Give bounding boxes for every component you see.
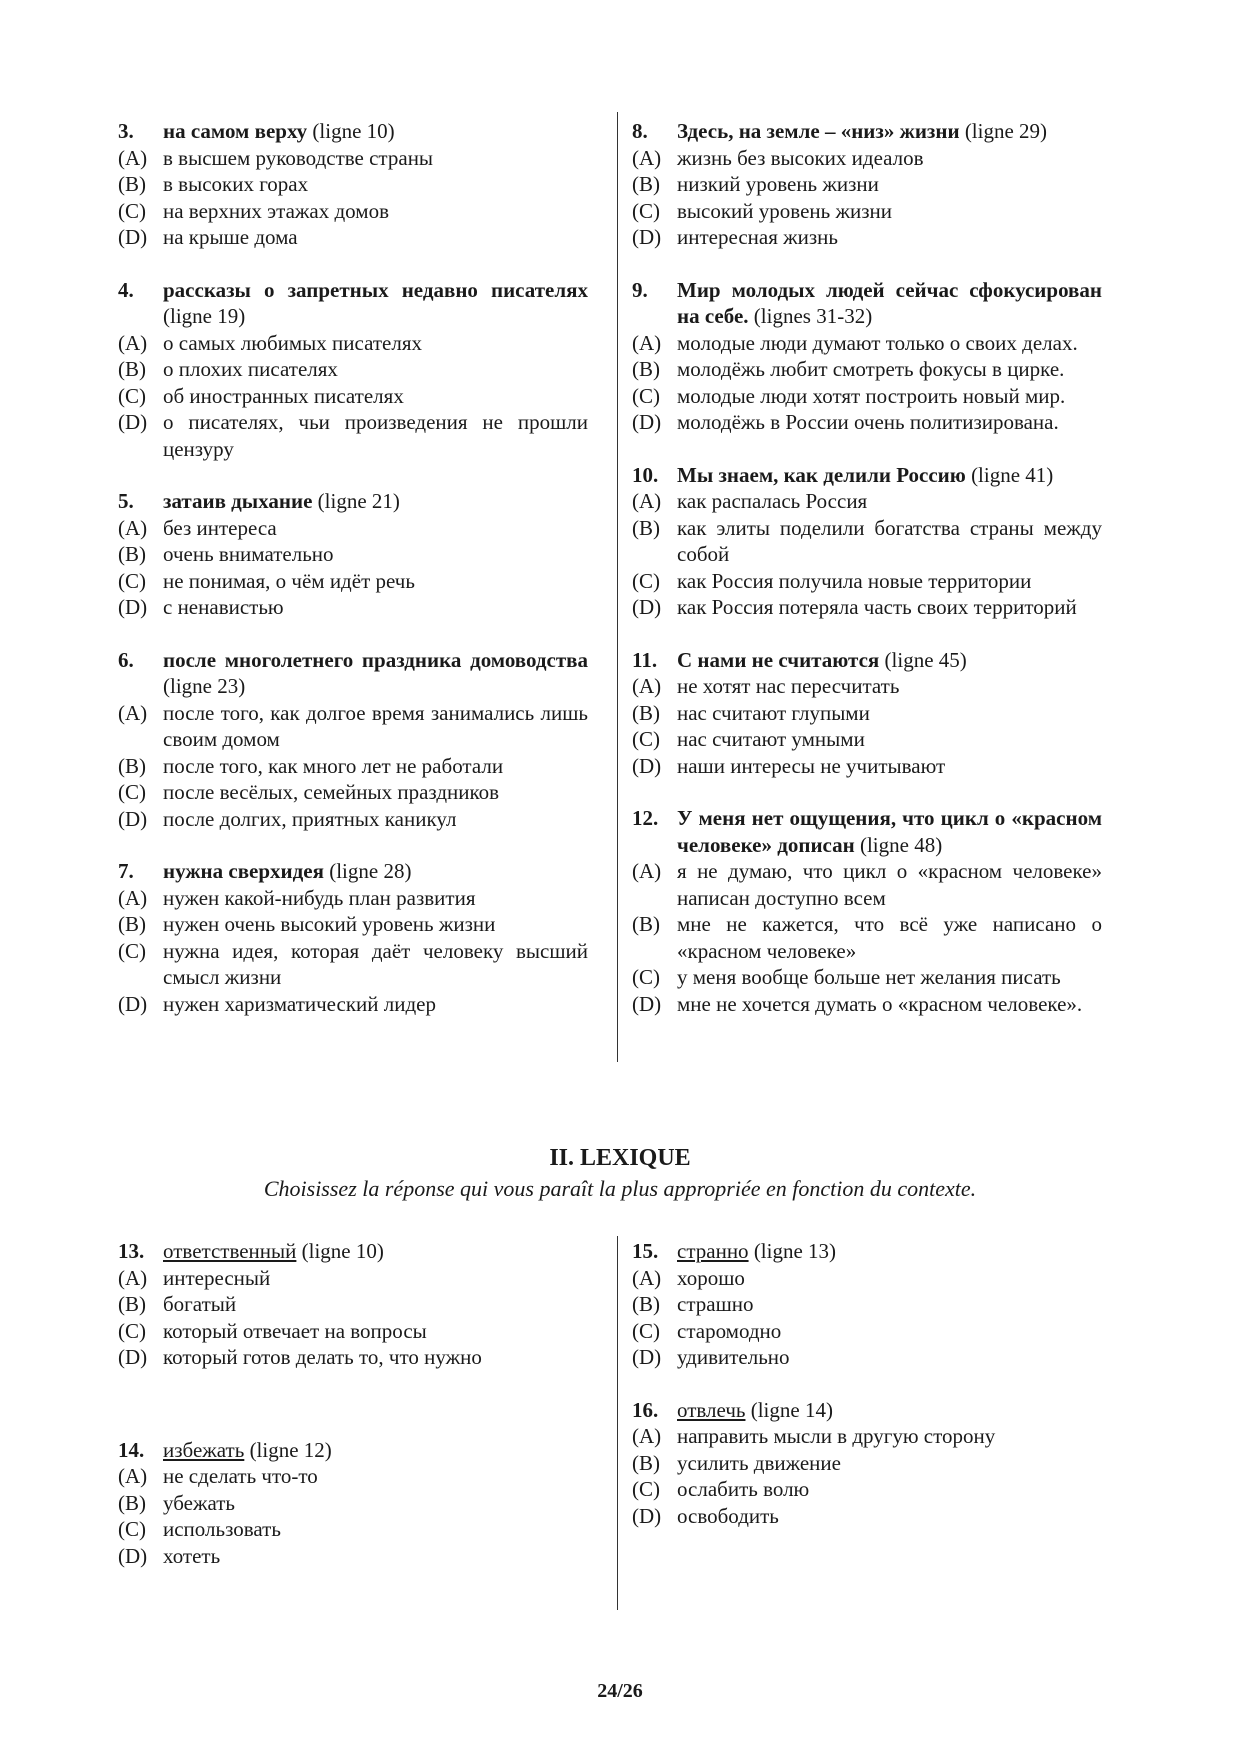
part1-left-column xyxy=(118,118,588,1017)
answer-letter: (A) xyxy=(118,515,148,540)
spacer xyxy=(118,462,588,488)
answer-letter: (C) xyxy=(632,727,660,751)
answer-letter: (D) xyxy=(632,225,662,249)
question-block xyxy=(632,1238,1102,1371)
column-divider-bottom xyxy=(617,1236,618,1610)
answer-letter: (B) xyxy=(632,357,660,381)
answer-option xyxy=(632,594,1102,621)
answer-text: жизнь без высоких идеалов xyxy=(677,145,924,170)
answer-letter: (D) xyxy=(632,410,662,434)
answer-letter: (C) xyxy=(118,383,146,408)
answer-text: после того, как много лет не работали xyxy=(163,753,504,778)
answer-text: нужна идея, которая даёт человеку высший смысл жизни xyxy=(163,938,588,989)
question-phrase: Здесь, на земле – «низ» жизни xyxy=(677,119,960,143)
answer-option xyxy=(118,198,588,225)
answer-letter: (B) xyxy=(118,542,146,566)
answer-option xyxy=(118,568,588,595)
question-number: 8. xyxy=(632,119,648,143)
answer-option xyxy=(118,1490,588,1517)
answer-letter: (A) xyxy=(632,859,662,883)
answer-text: после долгих, приятных каникул xyxy=(163,806,457,831)
answer-text: о самых любимых писателях xyxy=(163,330,423,355)
answer-option xyxy=(632,1423,1102,1450)
answer-option xyxy=(632,1476,1102,1503)
answer-option xyxy=(632,198,1102,225)
question-stem xyxy=(632,277,1102,330)
answer-letter: (B) xyxy=(632,912,660,936)
answer-option xyxy=(118,515,588,542)
answer-option xyxy=(118,224,588,251)
answer-letter: (B) xyxy=(632,1292,660,1316)
answer-text: об иностранных писателях xyxy=(163,383,404,408)
question-stem xyxy=(118,277,588,330)
question-block xyxy=(632,805,1102,1017)
question-number: 11. xyxy=(632,647,658,672)
question-stem xyxy=(632,118,1102,145)
question-block xyxy=(632,118,1102,251)
answer-letter: (B) xyxy=(632,172,660,196)
answer-option xyxy=(118,700,588,753)
answer-text: который готов делать то, что нужно xyxy=(163,1345,482,1369)
answer-letter: (B) xyxy=(118,1292,146,1316)
answer-text: нас считают глупыми xyxy=(677,700,870,725)
answer-text: мне не хочется думать о «красном человеке». xyxy=(677,991,1083,1016)
answer-letter: (D) xyxy=(118,991,148,1016)
answer-letter: (C) xyxy=(632,1318,660,1343)
part2-right-column xyxy=(632,1238,1102,1529)
question-number: 12. xyxy=(632,806,659,830)
question-block xyxy=(632,462,1102,621)
question-number: 9. xyxy=(632,277,648,302)
answer-letter: (A) xyxy=(118,885,148,910)
answer-option xyxy=(632,1344,1102,1371)
answer-letter: (D) xyxy=(118,225,148,249)
question-stem xyxy=(632,462,1102,489)
answer-text: с ненавистью xyxy=(163,595,284,619)
question-stem xyxy=(118,858,588,885)
answer-option xyxy=(118,383,588,410)
question-stem xyxy=(632,1238,1102,1265)
answer-text: очень внимательно xyxy=(163,542,334,566)
answer-letter: (A) xyxy=(632,1424,662,1448)
question-number: 4. xyxy=(118,277,134,302)
answer-text: не сделать что-то xyxy=(163,1464,318,1488)
line-reference: (ligne 10) xyxy=(301,1239,384,1263)
question-block xyxy=(118,1238,588,1371)
spacer xyxy=(118,251,588,277)
question-block xyxy=(118,1437,588,1570)
answer-text: без интереса xyxy=(163,515,277,540)
line-reference: (ligne 13) xyxy=(753,1239,837,1263)
answer-text: использовать xyxy=(163,1517,281,1541)
spacer xyxy=(118,1371,588,1437)
column-divider-top xyxy=(617,112,618,1062)
answer-option xyxy=(632,356,1102,383)
answer-text: как элиты поделили богатства страны между собой xyxy=(677,515,1102,566)
answer-text: низкий уровень жизни xyxy=(677,172,879,196)
answer-letter: (C) xyxy=(118,938,146,963)
answer-letter: (B) xyxy=(118,1490,146,1515)
answer-letter: (B) xyxy=(632,700,660,725)
line-reference: (ligne 19) xyxy=(163,304,246,328)
answer-text: на крыше дома xyxy=(163,225,298,249)
answer-text: который отвечает на вопросы xyxy=(163,1318,427,1343)
answer-text: высокий уровень жизни xyxy=(677,198,892,223)
answer-text: ослабить волю xyxy=(677,1477,810,1501)
answer-text: страшно xyxy=(677,1292,754,1316)
answer-letter: (A) xyxy=(632,145,662,170)
answer-option xyxy=(118,1543,588,1570)
question-number: 7. xyxy=(118,859,134,883)
spacer xyxy=(118,621,588,647)
question-block xyxy=(632,277,1102,436)
answer-option xyxy=(118,171,588,198)
answer-text: в высшем руководстве страны xyxy=(163,145,434,170)
answer-option xyxy=(632,911,1102,964)
answer-letter: (A) xyxy=(632,1265,662,1290)
question-stem xyxy=(632,805,1102,858)
question-stem xyxy=(118,118,588,145)
answer-option xyxy=(632,224,1102,251)
answer-text: хорошо xyxy=(677,1265,745,1290)
line-reference: (ligne 23) xyxy=(163,674,246,698)
answer-text: как распалась Россия xyxy=(677,489,868,513)
answer-text: я не думаю, что цикл о «красном человеке» написан доступно всем xyxy=(677,859,1102,910)
question-stem xyxy=(118,1437,588,1464)
answer-letter: (C) xyxy=(118,1318,146,1343)
answer-text: как Россия потеряла часть своих территорий xyxy=(677,595,1077,619)
question-phrase: Мы знаем, как делили Россию xyxy=(677,462,966,487)
answer-letter: (B) xyxy=(632,515,660,540)
question-number: 6. xyxy=(118,647,134,672)
answer-letter: (C) xyxy=(632,1477,660,1501)
answer-letter: (A) xyxy=(118,145,148,170)
answer-text: молодёжь в России очень политизирована. xyxy=(677,410,1059,434)
answer-letter: (B) xyxy=(118,753,146,778)
answer-option xyxy=(632,673,1102,700)
question-phrase: после многолетнего праздника домоводства xyxy=(163,647,588,672)
part1-right-column xyxy=(632,118,1102,1017)
answer-option xyxy=(118,594,588,621)
answer-option xyxy=(632,383,1102,410)
question-stem xyxy=(118,1238,588,1265)
page-number: 24/26 xyxy=(597,1680,643,1702)
answer-text: нужен какой-нибудь план развития xyxy=(163,885,476,910)
answer-text: направить мысли в другую сторону xyxy=(677,1424,996,1448)
spacer xyxy=(632,1371,1102,1397)
answer-option xyxy=(118,911,588,938)
question-stem xyxy=(118,647,588,700)
answer-letter: (C) xyxy=(118,198,146,223)
answer-option xyxy=(632,753,1102,780)
answer-text: молодые люди думают только о своих делах. xyxy=(677,330,1078,355)
question-word: ответственный xyxy=(163,1239,297,1263)
answer-option xyxy=(118,1318,588,1345)
answer-text: нужен очень высокий уровень жизни xyxy=(163,912,496,936)
line-reference: (ligne 21) xyxy=(317,489,400,513)
answer-letter: (C) xyxy=(118,568,146,593)
answer-text: не понимая, о чём идёт речь xyxy=(163,568,415,593)
answer-option xyxy=(118,991,588,1018)
answer-option xyxy=(118,356,588,383)
answer-option xyxy=(632,1503,1102,1530)
answer-letter: (A) xyxy=(632,489,662,513)
section-instructions: Choisissez la réponse qui vous paraît la plus appropriée en fonction du contexte. xyxy=(263,1176,977,1201)
spacer xyxy=(632,436,1102,462)
question-phrase: Мир молодых людей сейчас сфокусирован на себе. xyxy=(677,277,1102,328)
answer-letter: (D) xyxy=(632,1503,662,1528)
answer-letter: (D) xyxy=(632,991,662,1016)
question-number: 10. xyxy=(632,462,659,487)
answer-text: как Россия получила новые территории xyxy=(677,568,1032,593)
answer-text: старомодно xyxy=(677,1318,782,1343)
answer-option xyxy=(118,1344,588,1371)
answer-letter: (B) xyxy=(118,357,146,381)
answer-text: удивительно xyxy=(677,1345,790,1369)
answer-text: молодёжь любит смотреть фокусы в цирке. xyxy=(677,357,1065,381)
line-reference: (ligne 12) xyxy=(249,1437,332,1462)
answer-text: нужен харизматический лидер xyxy=(163,991,436,1016)
answer-letter: (D) xyxy=(118,410,148,434)
line-reference: (ligne 14) xyxy=(750,1397,833,1422)
question-number: 16. xyxy=(632,1397,659,1422)
answer-letter: (C) xyxy=(632,383,660,408)
answer-option xyxy=(118,541,588,568)
answer-option xyxy=(118,1291,588,1318)
question-phrase: рассказы о запретных недавно писателях xyxy=(163,277,588,302)
answer-text: о писателях, чьи произведения не прошли цензуру xyxy=(163,410,588,461)
answer-option xyxy=(632,858,1102,911)
question-phrase: У меня нет ощущения, что цикл о «красном человеке» дописан xyxy=(677,806,1102,857)
answer-option xyxy=(632,726,1102,753)
question-block xyxy=(632,1397,1102,1530)
answer-letter: (D) xyxy=(118,806,148,831)
answer-text: освободить xyxy=(677,1503,779,1528)
question-stem xyxy=(632,1397,1102,1424)
spacer xyxy=(118,832,588,858)
answer-option xyxy=(118,1265,588,1292)
line-reference: (ligne 10) xyxy=(312,119,395,143)
answer-text: после того, как долгое время занимались лишь своим домом xyxy=(163,700,588,751)
question-block xyxy=(118,858,588,1017)
answer-text: богатый xyxy=(163,1292,237,1316)
answer-letter: (D) xyxy=(118,595,148,619)
answer-option xyxy=(632,568,1102,595)
answer-option xyxy=(632,409,1102,436)
answer-text: интересный xyxy=(163,1265,271,1290)
question-stem xyxy=(118,488,588,515)
question-phrase: нужна сверхидея xyxy=(163,859,324,883)
answer-letter: (C) xyxy=(118,780,146,804)
answer-option xyxy=(632,330,1102,357)
answer-letter: (D) xyxy=(118,1345,148,1369)
answer-text: молодые люди хотят построить новый мир. xyxy=(677,383,1066,408)
answer-letter: (B) xyxy=(118,912,146,936)
question-number: 13. xyxy=(118,1239,145,1263)
line-reference: (ligne 28) xyxy=(329,859,412,883)
answer-option xyxy=(118,409,588,462)
answer-letter: (D) xyxy=(632,753,662,778)
answer-option xyxy=(118,753,588,780)
answer-option xyxy=(632,171,1102,198)
answer-letter: (A) xyxy=(632,330,662,355)
line-reference: (ligne 45) xyxy=(884,647,967,672)
spacer xyxy=(632,621,1102,647)
question-phrase: затаив дыхание xyxy=(163,489,313,513)
spacer xyxy=(632,779,1102,805)
answer-letter: (D) xyxy=(632,1345,662,1369)
answer-text: на верхних этажах домов xyxy=(163,198,389,223)
answer-option xyxy=(118,938,588,991)
answer-option xyxy=(118,779,588,806)
answer-option xyxy=(118,885,588,912)
answer-text: в высоких горах xyxy=(163,172,309,196)
answer-option xyxy=(632,1265,1102,1292)
answer-letter: (B) xyxy=(632,1450,660,1475)
answer-option xyxy=(118,1463,588,1490)
answer-option xyxy=(632,991,1102,1018)
question-stem xyxy=(632,647,1102,674)
answer-letter: (C) xyxy=(632,568,660,593)
question-block xyxy=(118,647,588,833)
answer-text: хотеть xyxy=(163,1543,221,1568)
answer-letter: (C) xyxy=(632,965,660,989)
answer-option xyxy=(632,700,1102,727)
section-title: II. LEXIQUE xyxy=(549,1145,691,1171)
answer-letter: (A) xyxy=(118,1265,148,1290)
answer-text: после весёлых, семейных праздников xyxy=(163,780,500,804)
question-block xyxy=(118,118,588,251)
answer-text: убежать xyxy=(163,1490,235,1515)
answer-letter: (B) xyxy=(118,172,146,196)
answer-option xyxy=(632,145,1102,172)
line-reference: (lignes 31-32) xyxy=(753,304,873,328)
question-block xyxy=(118,277,588,463)
answer-text: у меня вообще больше нет желания писать xyxy=(677,965,1061,989)
answer-text: интересная жизнь xyxy=(677,225,838,249)
answer-letter: (A) xyxy=(632,674,662,698)
question-block xyxy=(118,488,588,621)
spacer xyxy=(632,251,1102,277)
line-reference: (ligne 29) xyxy=(964,119,1048,143)
answer-text: о плохих писателях xyxy=(163,357,338,381)
question-word: странно xyxy=(677,1239,749,1263)
answer-text: нас считают умными xyxy=(677,727,865,751)
question-number: 15. xyxy=(632,1239,659,1263)
answer-option xyxy=(632,515,1102,568)
question-number: 14. xyxy=(118,1437,145,1462)
answer-option xyxy=(632,1291,1102,1318)
answer-letter: (A) xyxy=(118,330,148,355)
answer-letter: (C) xyxy=(118,1517,146,1541)
question-word: отвлечь xyxy=(677,1397,746,1422)
answer-option xyxy=(118,330,588,357)
answer-option xyxy=(632,1318,1102,1345)
answer-letter: (A) xyxy=(118,700,148,725)
line-reference: (ligne 41) xyxy=(971,462,1054,487)
answer-option xyxy=(118,145,588,172)
answer-text: усилить движение xyxy=(677,1450,841,1475)
question-phrase: С нами не считаются xyxy=(677,647,880,672)
answer-option xyxy=(632,488,1102,515)
answer-option xyxy=(632,1450,1102,1477)
answer-option xyxy=(118,1516,588,1543)
part2-left-column xyxy=(118,1238,588,1569)
question-number: 3. xyxy=(118,119,134,143)
line-reference: (ligne 48) xyxy=(859,832,943,857)
answer-option xyxy=(118,806,588,833)
answer-letter: (D) xyxy=(632,595,662,619)
question-block xyxy=(632,647,1102,780)
answer-letter: (A) xyxy=(118,1464,148,1488)
answer-option xyxy=(632,964,1102,991)
answer-text: мне не кажется, что всё уже написано о «красном человеке» xyxy=(677,912,1102,963)
question-number: 5. xyxy=(118,489,134,513)
answer-letter: (C) xyxy=(632,198,660,223)
answer-text: не хотят нас пересчитать xyxy=(677,674,900,698)
question-word: избежать xyxy=(163,1437,245,1462)
answer-text: наши интересы не учитывают xyxy=(677,753,946,778)
answer-letter: (D) xyxy=(118,1543,148,1568)
question-phrase: на самом верху xyxy=(163,119,308,143)
